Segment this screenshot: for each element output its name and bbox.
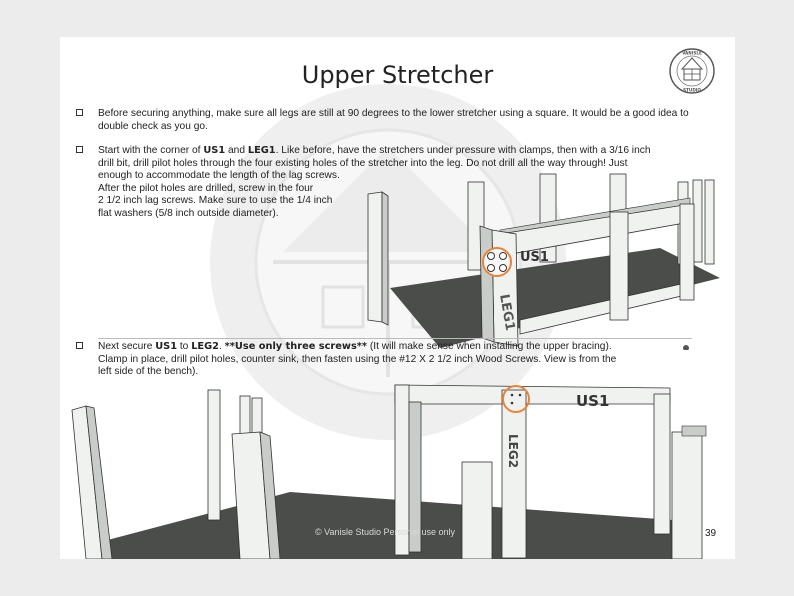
instruction-1-text: Before securing anything, make sure all legs are still at 90 degrees to the lower stretcher using a square. It would be a good idea to double check as you go. xyxy=(98,108,689,132)
screw-hole-icon xyxy=(519,394,522,397)
right-post-top xyxy=(682,426,706,436)
screw-hole-icon xyxy=(500,265,507,272)
manual-page xyxy=(60,37,735,559)
instruction-2-line-2: drill bit, drill pilot holes through the four existing holes of the stretcher into the leg. Do not drill all the way through! Just xyxy=(98,157,628,169)
frame-post-right xyxy=(654,394,670,534)
instruction-2-line-1 xyxy=(98,145,718,158)
instruction-3-line-2: Clamp in place, drill pilot holes, counter sink, then fasten using the #12 X 2 1/2 inch Wood Screws. View is from the xyxy=(98,353,617,365)
copyright-notice: © Vanisle Studio Personal use only xyxy=(315,527,456,537)
text-run: . xyxy=(218,341,225,352)
middle-upright xyxy=(462,462,492,559)
leg-label-leg1: LEG1 xyxy=(496,293,518,333)
leg2 xyxy=(502,390,526,558)
screw-hole-icon xyxy=(500,253,507,260)
leg-label-leg2: LEG2 xyxy=(506,434,520,469)
checkbox-bullet-icon xyxy=(76,342,83,349)
text-run: Start with the corner of xyxy=(98,145,204,156)
seal-brand-text: VANISLE xyxy=(682,50,702,56)
middle-post xyxy=(610,212,628,320)
text-run: (It will make sense when installing the upper bracing). xyxy=(367,341,612,352)
section-divider xyxy=(98,338,692,339)
callout-highlight xyxy=(483,248,511,276)
instruction-3-line-1 xyxy=(98,341,708,354)
stretcher-label-us1: US1 xyxy=(576,392,610,410)
screw-hole-icon xyxy=(488,253,495,260)
instruction-1 xyxy=(98,108,698,133)
page-number: 39 xyxy=(705,528,717,539)
upper-stretcher xyxy=(395,385,670,404)
side-leg-shade xyxy=(382,192,388,325)
screw-hole-icon xyxy=(511,402,514,405)
upper-stretcher xyxy=(500,204,690,256)
right-post xyxy=(672,432,702,559)
middle-post xyxy=(680,204,694,300)
bold-part-three-screws: **Use only three screws** xyxy=(224,341,368,352)
back-leg xyxy=(208,390,220,520)
side-leg xyxy=(368,192,382,322)
instruction-3-line-3: left side of the bench). xyxy=(98,366,199,378)
screw-hole-icon xyxy=(511,394,514,397)
bold-part-leg2: LEG2 xyxy=(191,341,219,352)
diagram-us1-leg1 xyxy=(360,170,730,350)
text-run: . Like before, have the stretchers under pressure with clamps, then with a 3/16 inch xyxy=(275,145,651,156)
leg1-shade xyxy=(480,226,494,342)
back-leg xyxy=(705,180,714,264)
seal-tagline-text: STUDIO xyxy=(683,87,701,93)
bold-part-leg1: LEG1 xyxy=(247,145,276,156)
instruction-2-line-5: 2 1/2 inch lag screws. Make sure to use the 1/4 inch xyxy=(98,195,333,207)
page-title: Upper Stretcher xyxy=(301,61,494,89)
bold-part-us1: US1 xyxy=(203,145,226,156)
checkbox-bullet-icon xyxy=(76,109,83,116)
instruction-2-line-6: flat washers (5/8 inch outside diameter). xyxy=(98,207,279,219)
stretcher-label-us1: US1 xyxy=(520,250,549,265)
bold-part-us1: US1 xyxy=(155,341,178,352)
checkbox-bullet-icon xyxy=(76,146,83,153)
text-run: and xyxy=(225,145,248,156)
screw-hole-icon xyxy=(488,265,495,272)
instruction-2-line-4: After the pilot holes are drilled, screw in the four xyxy=(98,182,314,194)
text-run: Next secure xyxy=(98,341,156,352)
instruction-3 xyxy=(98,341,708,379)
text-run: to xyxy=(177,341,192,352)
instruction-2-line-3: enough to accommodate the length of the lag screws. xyxy=(98,170,340,182)
